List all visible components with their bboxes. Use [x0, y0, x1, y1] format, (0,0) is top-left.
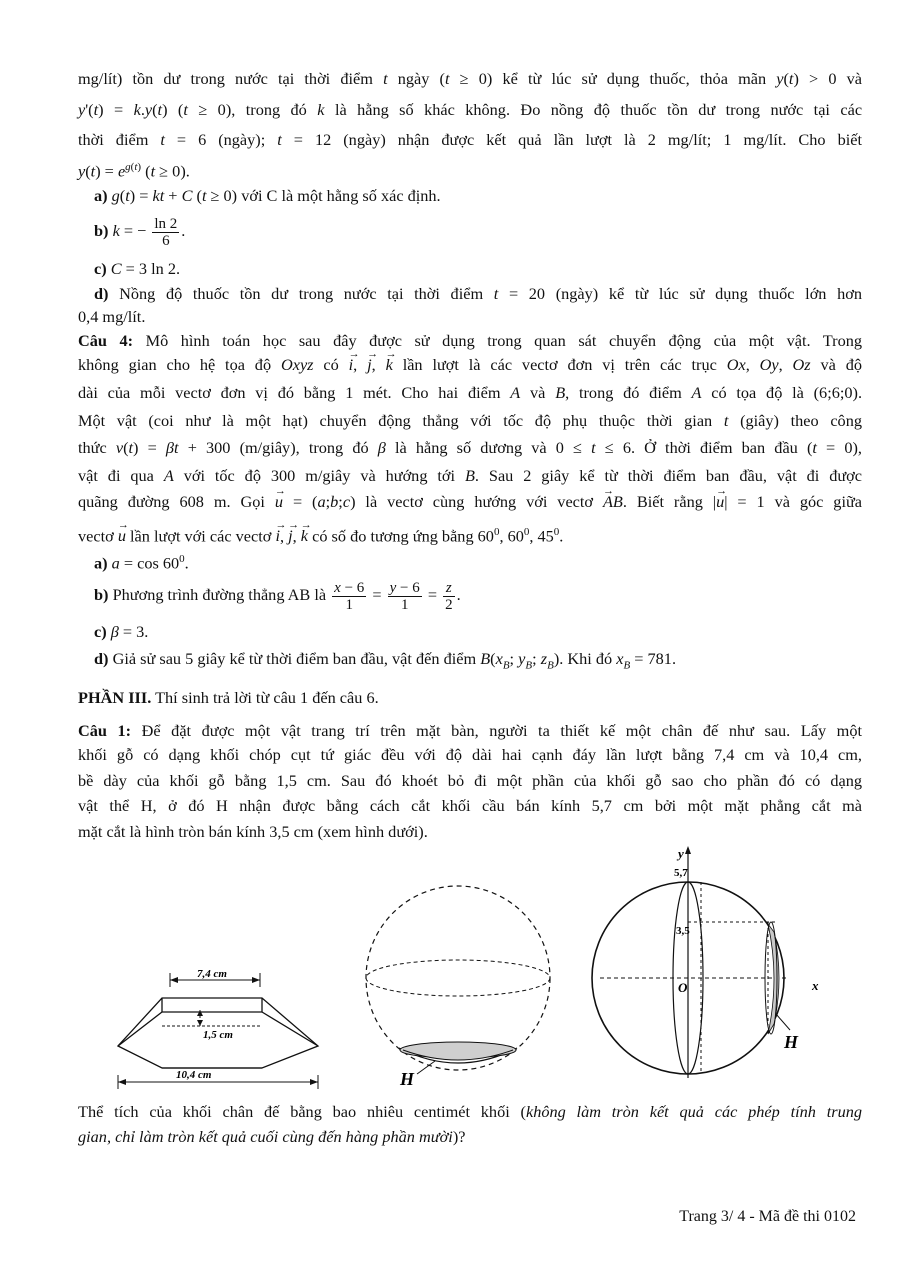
thickness-label: 1,5 cm — [203, 1029, 233, 1041]
h-label-middle: H — [400, 1069, 415, 1089]
q4-line-1: Câu 4: Mô hình toán học sau đây được sử dụng trong quan sát chuyển động của một vật. Trong — [78, 331, 863, 350]
q1-line-5: mặt cắt là hình tròn bán kính 3,5 cm (xem hình dưới). — [78, 822, 428, 841]
q3-option-b: b) k = − $\frac{\ln 2}{6}$ . — [94, 216, 186, 249]
q3-line-4: $y(t) = e^{g(t)}$ (t ≥ 0). — [78, 161, 190, 181]
r-small-label: 3,5 — [676, 925, 690, 937]
q4-option-a: a) $a = \cos 60^0$. — [94, 553, 189, 573]
q4-option-d: d) Giả sử sau 5 giây kể từ thời điểm ban đầu, vật đến điểm $B(x_B$; $y_B$; $z_B$). Khi đó $x_B = 781$. — [94, 649, 677, 672]
q1-line-3: bề dày của khối gỗ bằng 1,5 cm. Sau đó khoét bỏ đi một phần của khối gỗ sao cho phần đó có dạng — [78, 771, 862, 790]
q4-line-3: dài của mỗi vectơ đơn vị đó bằng 1 mét. Cho hai điểm A và B, trong đó điểm A có tọa độ là (6;6;0). — [78, 383, 863, 402]
bottom-length-label: 10,4 cm — [176, 1069, 212, 1081]
r-big-label: 5,7 — [674, 867, 688, 879]
q3-line-2: y'(t) = k.y(t) (t ≥ 0), trong đó k là hằng số khác không. Đo nồng độ thuốc tồn dư trong nước tại các — [78, 100, 863, 119]
q4-line-2: không gian cho hệ tọa độ Oxyz có → i, → j, → k lần lượt là các vectơ đơn vị trên các trục Ox, Oy, Oz và độ — [78, 354, 862, 376]
q3-option-c: c) C = 3 ln 2. — [94, 259, 181, 278]
q3-line-3: thời điểm t = 6 (ngày); t = 12 (ngày) nhận được kết quả lần lượt là 2 mg/lít; 1 mg/lít. Cho biết — [78, 130, 862, 149]
q4-line-6: vật đi qua A với tốc độ 300 m/giây và hướng tới B. Sau 2 giây kể từ thời điểm ban đầu, vật đi được — [78, 466, 863, 485]
q1-question-line-1: Thể tích của khối chân đế bằng bao nhiêu centimét khối (không làm tròn kết quả các phép tính trung — [78, 1102, 863, 1121]
figure-cross-section — [590, 842, 840, 1087]
x-axis-label: x — [812, 978, 819, 993]
q3-line-1: mg/lít) tồn dư trong nước tại thời điểm t ngày (t ≥ 0) kể từ lúc sử dụng thuốc, thỏa mãn y(t) > 0 và — [78, 69, 863, 88]
figure-sphere-cut — [355, 878, 565, 1098]
origin-label: O — [678, 980, 688, 995]
q4-line-8: vectơ → u lần lượt với các vectơ → i, → j, → k có số đo tương ứng bằng $60^0$, $60^0$, $45^0$. — [78, 521, 862, 547]
q4-option-c: c) β = 3. — [94, 622, 149, 641]
q3-option-d-cont: 0,4 mg/lít. — [78, 307, 146, 326]
top-length-label: 7,4 cm — [197, 968, 227, 980]
q1-line-1: Câu 1: Để đặt được một vật trang trí trên mặt bàn, người ta thiết kế một chân đế như sau. Lấy một — [78, 721, 862, 740]
q1-question-line-2: gian, chỉ làm tròn kết quả cuối cùng đến hàng phần mười)? — [78, 1127, 466, 1146]
y-axis-label: y — [678, 846, 684, 861]
q3-option-d: d) Nồng độ thuốc tồn dư trong nước tại thời điểm t = 20 (ngày) kể từ lúc sử dụng thuốc lớn hơn — [94, 284, 862, 303]
q1-line-2: khối gỗ có dạng khối chóp cụt tứ giác đều với độ dài hai cạnh đáy lần lượt bằng 7,4 cm và 10,4 cm, — [78, 745, 862, 764]
h-label-right: H — [784, 1032, 799, 1052]
q4-line-5: thức v(t) = βt + 300 (m/giây), trong đó β là hằng số dương và 0 ≤ t ≤ 6. Ở thời điểm ban đầu (t = 0), — [78, 438, 862, 457]
q4-line-7: quãng đường 608 m. Gọi → u = (a;b;c) là vectơ cùng hướng với vectơ → AB. Biết rằng |→ u| = 1 và góc giữa — [78, 491, 862, 513]
q4-option-b: b) Phương trình đường thẳng AB là $\frac{x - 6}{1}$ = $\frac{y - 6}{1}$ = $\frac{z}{2}$ . — [94, 580, 461, 613]
part3-heading: PHẦN III. Thí sinh trả lời từ câu 1 đến câu 6. — [78, 688, 379, 707]
page-footer: Trang 3/ 4 - Mã đề thi 0102 — [679, 1208, 856, 1225]
figure-frustum — [100, 960, 330, 1095]
q1-line-4: vật thể H, ở đó H nhận được bằng cách cắt khối cầu bán kính 5,7 cm bởi một mặt phẳng cắt mà — [78, 796, 862, 815]
q4-line-4: Một vật (coi như là một hạt) chuyển động thẳng với tốc độ phụ thuộc thời gian t (giây) theo công — [78, 411, 862, 430]
q3-option-a: a) g(t) = kt + C (t ≥ 0) với C là một hằng số xác định. — [94, 186, 441, 205]
